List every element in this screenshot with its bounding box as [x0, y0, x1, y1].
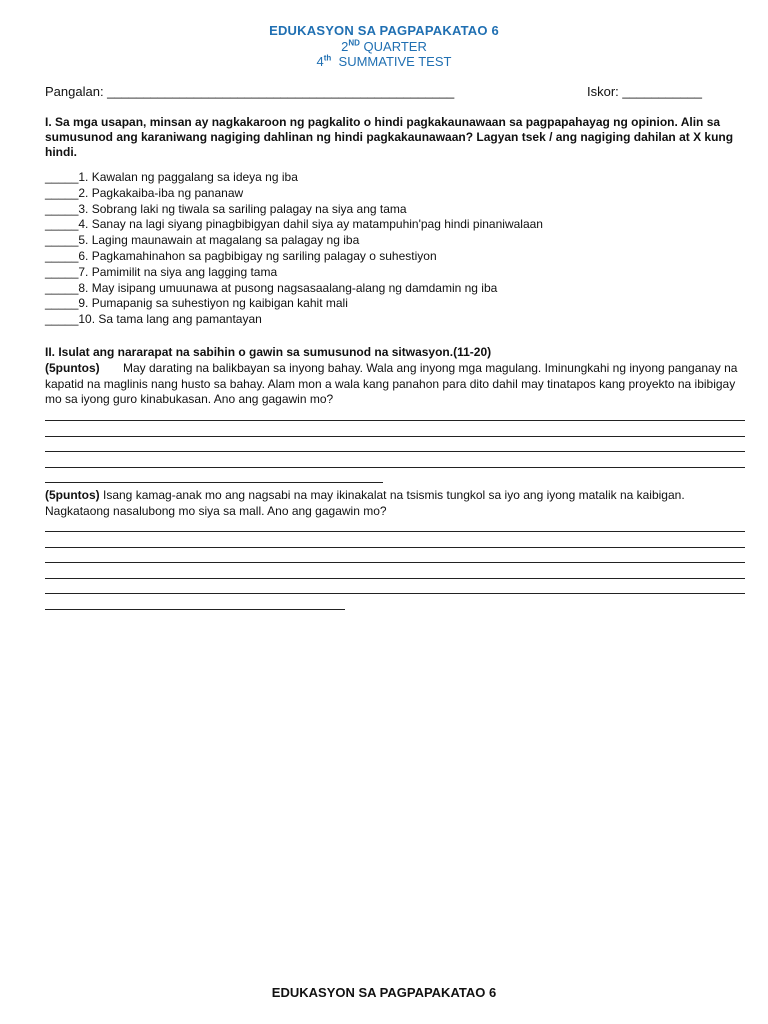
- name-field[interactable]: Pangalan: ________________________________________________: [45, 84, 455, 99]
- checklist-item-10[interactable]: _____10. Sa tama lang ang pamantayan: [45, 312, 262, 327]
- checklist-item-5[interactable]: _____5. Laging maunawain at magalang sa palagay ng iba: [45, 233, 360, 248]
- answer-line[interactable]: [45, 593, 745, 594]
- answer-line[interactable]: [45, 467, 745, 468]
- quarter-number: 2: [341, 39, 349, 54]
- section1-instructions: I. Sa mga usapan, minsan ay nagkakaroon ng pagkalito o hindi pagkakaunawaan sa pagpapahayag ng opinion. Alin sa sumusunod ang karaniwang nagiging dahlinan ng hindi pagkakaunawaan? Lagyan tsek / ang nagiging dahilan at X kung hindi.: [45, 115, 734, 159]
- test-number: 4: [316, 54, 324, 69]
- answer-line[interactable]: [45, 420, 745, 421]
- quarter-superscript: ND: [348, 38, 360, 48]
- situation-2-text: Isang kamag-anak mo ang nagsabi na may ikinakalat na tsismis tungkol sa iyo ang iyong matalik na kaibigan. Nagkataong nasalubong mo siya sa mall. Ano ang gagawin mo?: [45, 488, 685, 518]
- answer-line[interactable]: [45, 578, 745, 579]
- test-line: [0, 54, 768, 69]
- situation-2: [45, 488, 745, 519]
- answer-line[interactable]: [45, 531, 745, 532]
- situation-1-text: May darating na balikbayan sa inyong bahay. Wala ang inyong mga magulang. Iminungkahi ng inyong panganay na kapatid na maglinis nang husto sa bahay. Alam mon a wala kang panahon para dito dahil may tinatapos kang proyekto na ibibigay mo sa iyong guro kinabukasan. Ano ang gagawin mo?: [45, 361, 738, 406]
- checklist-item-2[interactable]: _____2. Pagkakaiba-iba ng pananaw: [45, 185, 244, 200]
- document-header: [0, 23, 768, 69]
- checklist-item-4[interactable]: _____4. Sanay na lagi siyang pinagbibigyan dahil siya ay matampuhin'pag hindi pinaniwalaan: [45, 217, 543, 232]
- checklist-item-1[interactable]: _____1. Kawalan ng paggalang sa ideya ng iba: [45, 170, 298, 184]
- answer-line[interactable]: [45, 609, 345, 610]
- subject-title: EDUKASYON SA PAGPAPAKATAO 6: [269, 23, 499, 38]
- answer-line[interactable]: [45, 547, 745, 548]
- checklist-item-7[interactable]: _____7. Pamimilit na siya ang lagging tama: [45, 264, 278, 279]
- checklist-item-8[interactable]: _____8. May isipang umuunawa at pusong nagsasaalang-alang ng damdamin ng iba: [45, 280, 498, 295]
- checklist-item-3[interactable]: _____3. Sobrang laki ng tiwala sa sariling palagay na siya ang tama: [45, 201, 407, 216]
- answer-line[interactable]: [45, 482, 383, 483]
- test-superscript: th: [323, 53, 332, 63]
- test-label: SUMMATIVE TEST: [331, 54, 452, 69]
- checklist: [45, 170, 745, 328]
- checklist-item-9[interactable]: _____9. Pumapanig sa suhestiyon ng kaibigan kahit mali: [45, 296, 348, 311]
- section2-instructions: II. Isulat ang nararapat na sabihin o gawin sa sumusunod na sitwasyon.(11-20): [45, 345, 492, 359]
- quarter-line: [0, 39, 768, 54]
- situation-1: [45, 361, 745, 408]
- answer-line[interactable]: [45, 451, 745, 452]
- document-footer: EDUKASYON SA PAGPAPAKATAO 6: [271, 985, 497, 1000]
- quarter-label: QUARTER: [359, 39, 427, 54]
- situation-2-points: (5puntos): [45, 488, 100, 502]
- answer-line[interactable]: [45, 436, 745, 437]
- situation-1-points: (5puntos): [45, 361, 100, 375]
- checklist-item-6[interactable]: _____6. Pagkamahinahon sa pagbibigay ng sariling palagay o suhestiyon: [45, 248, 437, 263]
- score-field[interactable]: Iskor: ___________: [587, 84, 702, 99]
- answer-line[interactable]: [45, 562, 745, 563]
